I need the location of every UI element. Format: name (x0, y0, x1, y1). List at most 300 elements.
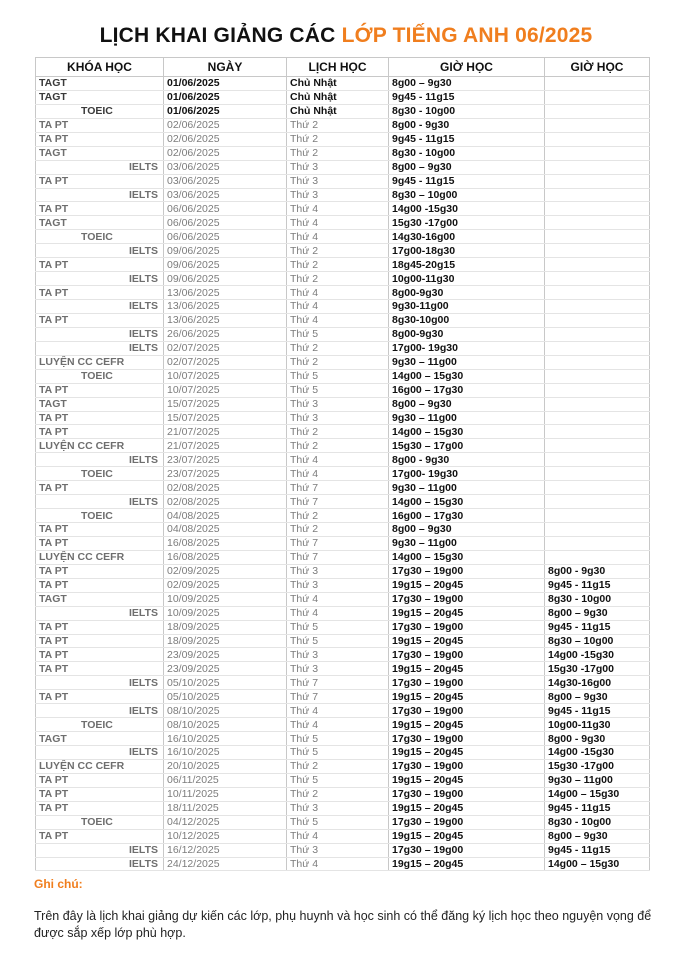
time-cell: 9g30 – 11g00 (389, 355, 545, 369)
table-row (36, 592, 650, 606)
time-cell: 14g30-16g00 (389, 230, 545, 244)
date-cell: 18/09/2025 (164, 620, 287, 634)
alt-time-cell: 8g00 - 9g30 (545, 732, 650, 746)
course-cell: IELTS (36, 160, 164, 174)
alt-time-cell (545, 104, 650, 118)
alt-time-cell (545, 258, 650, 272)
alt-time-cell (545, 383, 650, 397)
title-highlight: LỚP TIẾNG ANH 06/2025 (341, 24, 593, 47)
course-cell: TOEIC (36, 467, 164, 481)
date-cell: 03/06/2025 (164, 174, 287, 188)
alt-time-cell (545, 313, 650, 327)
time-cell: 17g30 – 19g00 (389, 787, 545, 801)
time-cell: 8g30 – 10g00 (389, 188, 545, 202)
table-row (36, 216, 650, 230)
day-cell: Thứ 4 (287, 202, 389, 216)
time-cell: 16g00 – 17g30 (389, 383, 545, 397)
table-row (36, 467, 650, 481)
time-cell: 19g15 – 20g45 (389, 857, 545, 871)
header-time: GIỜ HỌC (389, 58, 545, 77)
day-cell: Chủ Nhật (287, 104, 389, 118)
date-cell: 15/07/2025 (164, 397, 287, 411)
alt-time-cell: 9g45 - 11g15 (545, 620, 650, 634)
table-row (36, 564, 650, 578)
day-cell: Thứ 4 (287, 857, 389, 871)
alt-time-cell (545, 411, 650, 425)
time-cell: 17g30 – 19g00 (389, 592, 545, 606)
day-cell: Thứ 3 (287, 188, 389, 202)
time-cell: 17g30 – 19g00 (389, 564, 545, 578)
day-cell: Thứ 5 (287, 383, 389, 397)
alt-time-cell (545, 272, 650, 286)
time-cell: 9g30 – 11g00 (389, 536, 545, 550)
date-cell: 01/06/2025 (164, 104, 287, 118)
table-row (36, 258, 650, 272)
date-cell: 04/08/2025 (164, 523, 287, 537)
date-cell: 23/09/2025 (164, 648, 287, 662)
table-row (36, 634, 650, 648)
alt-time-cell (545, 341, 650, 355)
date-cell: 02/09/2025 (164, 578, 287, 592)
alt-time-cell: 14g00 -15g30 (545, 746, 650, 760)
time-cell: 14g00 – 15g30 (389, 369, 545, 383)
course-cell: TA PT (36, 564, 164, 578)
time-cell: 10g00-11g30 (389, 272, 545, 286)
date-cell: 06/06/2025 (164, 216, 287, 230)
table-header-row (36, 58, 650, 77)
day-cell: Thứ 4 (287, 216, 389, 230)
day-cell: Thứ 7 (287, 550, 389, 564)
table-row (36, 704, 650, 718)
course-cell: LUYỆN CC CEFR (36, 355, 164, 369)
day-cell: Thứ 5 (287, 620, 389, 634)
time-cell: 19g15 – 20g45 (389, 801, 545, 815)
date-cell: 20/10/2025 (164, 759, 287, 773)
alt-time-cell (545, 286, 650, 300)
alt-time-cell (545, 90, 650, 104)
time-cell: 9g45 - 11g15 (389, 132, 545, 146)
alt-time-cell: 8g30 - 10g00 (545, 592, 650, 606)
alt-time-cell (545, 160, 650, 174)
time-cell: 19g15 – 20g45 (389, 829, 545, 843)
alt-time-cell: 10g00-11g30 (545, 718, 650, 732)
date-cell: 02/07/2025 (164, 355, 287, 369)
table-row (36, 188, 650, 202)
time-cell: 15g30 -17g00 (389, 216, 545, 230)
course-cell: TOEIC (36, 230, 164, 244)
time-cell: 17g30 – 19g00 (389, 620, 545, 634)
time-cell: 19g15 – 20g45 (389, 634, 545, 648)
table-row (36, 815, 650, 829)
table-row (36, 648, 650, 662)
table-row (36, 759, 650, 773)
course-cell: TA PT (36, 648, 164, 662)
alt-time-cell (545, 146, 650, 160)
time-cell: 19g15 – 20g45 (389, 578, 545, 592)
day-cell: Thứ 3 (287, 411, 389, 425)
date-cell: 09/06/2025 (164, 258, 287, 272)
course-cell: IELTS (36, 272, 164, 286)
course-cell: IELTS (36, 704, 164, 718)
time-cell: 8g00 - 9g30 (389, 118, 545, 132)
table-row (36, 341, 650, 355)
time-cell: 14g00 – 15g30 (389, 495, 545, 509)
table-row (36, 662, 650, 676)
time-cell: 14g00 – 15g30 (389, 425, 545, 439)
date-cell: 01/06/2025 (164, 77, 287, 91)
alt-time-cell: 8g00 – 9g30 (545, 606, 650, 620)
date-cell: 02/09/2025 (164, 564, 287, 578)
time-cell: 19g15 – 20g45 (389, 662, 545, 676)
day-cell: Thứ 5 (287, 369, 389, 383)
time-cell: 17g30 – 19g00 (389, 648, 545, 662)
title-prefix: LỊCH KHAI GIẢNG CÁC (99, 24, 342, 47)
alt-time-cell: 15g30 -17g00 (545, 662, 650, 676)
date-cell: 05/10/2025 (164, 676, 287, 690)
alt-time-cell: 9g45 - 11g15 (545, 704, 650, 718)
day-cell: Thứ 2 (287, 146, 389, 160)
course-cell: TA PT (36, 286, 164, 300)
day-cell: Thứ 4 (287, 286, 389, 300)
time-cell: 19g15 – 20g45 (389, 690, 545, 704)
alt-time-cell (545, 118, 650, 132)
table-row (36, 244, 650, 258)
schedule-rows (36, 77, 650, 871)
date-cell: 24/12/2025 (164, 857, 287, 871)
day-cell: Thứ 4 (287, 230, 389, 244)
course-cell: TA PT (36, 481, 164, 495)
table-row (36, 578, 650, 592)
date-cell: 02/06/2025 (164, 132, 287, 146)
course-cell: TA PT (36, 132, 164, 146)
time-cell: 17g00- 19g30 (389, 467, 545, 481)
course-cell: TAGT (36, 77, 164, 91)
day-cell: Thứ 7 (287, 676, 389, 690)
course-cell: IELTS (36, 606, 164, 620)
day-cell: Thứ 7 (287, 690, 389, 704)
table-row (36, 383, 650, 397)
alt-time-cell (545, 327, 650, 341)
day-cell: Thứ 2 (287, 355, 389, 369)
date-cell: 06/11/2025 (164, 773, 287, 787)
date-cell: 10/12/2025 (164, 829, 287, 843)
date-cell: 02/07/2025 (164, 341, 287, 355)
table-row (36, 523, 650, 537)
date-cell: 13/06/2025 (164, 313, 287, 327)
table-row (36, 146, 650, 160)
date-cell: 16/10/2025 (164, 746, 287, 760)
page-title (0, 24, 692, 48)
day-cell: Thứ 3 (287, 174, 389, 188)
date-cell: 16/08/2025 (164, 550, 287, 564)
alt-time-cell: 9g45 - 11g15 (545, 843, 650, 857)
table-row (36, 160, 650, 174)
course-cell: TAGT (36, 216, 164, 230)
day-cell: Thứ 2 (287, 341, 389, 355)
day-cell: Chủ Nhật (287, 77, 389, 91)
alt-time-cell: 8g30 – 10g00 (545, 634, 650, 648)
alt-time-cell (545, 230, 650, 244)
alt-time-cell: 8g30 - 10g00 (545, 815, 650, 829)
date-cell: 06/06/2025 (164, 202, 287, 216)
time-cell: 18g45-20g15 (389, 258, 545, 272)
table-row (36, 272, 650, 286)
course-cell: TOEIC (36, 369, 164, 383)
day-cell: Thứ 4 (287, 829, 389, 843)
date-cell: 21/07/2025 (164, 439, 287, 453)
time-cell: 17g30 – 19g00 (389, 759, 545, 773)
note-label: Ghi chú: (34, 877, 83, 891)
day-cell: Thứ 4 (287, 704, 389, 718)
date-cell: 08/10/2025 (164, 718, 287, 732)
alt-time-cell: 15g30 -17g00 (545, 759, 650, 773)
course-cell: TA PT (36, 662, 164, 676)
time-cell: 9g45 - 11g15 (389, 90, 545, 104)
table-row (36, 718, 650, 732)
alt-time-cell (545, 425, 650, 439)
course-cell: TAGT (36, 146, 164, 160)
table-row (36, 174, 650, 188)
alt-time-cell (545, 439, 650, 453)
table-row (36, 132, 650, 146)
time-cell: 9g30 – 11g00 (389, 411, 545, 425)
table-row (36, 732, 650, 746)
alt-time-cell: 9g45 - 11g15 (545, 578, 650, 592)
alt-time-cell (545, 467, 650, 481)
day-cell: Thứ 2 (287, 509, 389, 523)
time-cell: 14g00 -15g30 (389, 202, 545, 216)
course-cell: LUYỆN CC CEFR (36, 550, 164, 564)
table-row (36, 397, 650, 411)
alt-time-cell: 8g00 – 9g30 (545, 690, 650, 704)
table-row (36, 481, 650, 495)
header-date: NGÀY (164, 58, 287, 77)
date-cell: 05/10/2025 (164, 690, 287, 704)
day-cell: Thứ 3 (287, 648, 389, 662)
date-cell: 23/07/2025 (164, 453, 287, 467)
note-text: Trên đây là lịch khai giảng dự kiến các lớp, phụ huynh và học sinh có thể đăng ký lịch học theo nguyện vọng để được sắp xếp lớp phù hợp. (34, 909, 652, 940)
alt-time-cell (545, 509, 650, 523)
time-cell: 17g30 – 19g00 (389, 843, 545, 857)
table-row (36, 425, 650, 439)
day-cell: Thứ 5 (287, 732, 389, 746)
table-row (36, 327, 650, 341)
day-cell: Thứ 2 (287, 132, 389, 146)
day-cell: Thứ 2 (287, 787, 389, 801)
day-cell: Thứ 4 (287, 606, 389, 620)
time-cell: 17g30 – 19g00 (389, 704, 545, 718)
table-row (36, 495, 650, 509)
course-cell: IELTS (36, 300, 164, 314)
table-row (36, 355, 650, 369)
time-cell: 19g15 – 20g45 (389, 746, 545, 760)
date-cell: 04/08/2025 (164, 509, 287, 523)
course-cell: TA PT (36, 425, 164, 439)
day-cell: Thứ 4 (287, 313, 389, 327)
alt-time-cell: 14g00 – 15g30 (545, 787, 650, 801)
alt-time-cell: 14g00 – 15g30 (545, 857, 650, 871)
alt-time-cell (545, 481, 650, 495)
day-cell: Thứ 7 (287, 495, 389, 509)
day-cell: Thứ 3 (287, 564, 389, 578)
date-cell: 02/08/2025 (164, 495, 287, 509)
date-cell: 10/07/2025 (164, 383, 287, 397)
alt-time-cell (545, 188, 650, 202)
time-cell: 8g00-9g30 (389, 327, 545, 341)
course-cell: TA PT (36, 829, 164, 843)
alt-time-cell (545, 495, 650, 509)
day-cell: Thứ 2 (287, 272, 389, 286)
date-cell: 02/06/2025 (164, 118, 287, 132)
date-cell: 06/06/2025 (164, 230, 287, 244)
table-row (36, 453, 650, 467)
time-cell: 17g30 – 19g00 (389, 732, 545, 746)
date-cell: 18/11/2025 (164, 801, 287, 815)
course-cell: TOEIC (36, 509, 164, 523)
date-cell: 15/07/2025 (164, 411, 287, 425)
course-cell: TOEIC (36, 104, 164, 118)
time-cell: 8g30-10g00 (389, 313, 545, 327)
time-cell: 19g15 – 20g45 (389, 773, 545, 787)
date-cell: 10/07/2025 (164, 369, 287, 383)
date-cell: 13/06/2025 (164, 300, 287, 314)
course-cell: TA PT (36, 578, 164, 592)
date-cell: 23/07/2025 (164, 467, 287, 481)
day-cell: Thứ 4 (287, 467, 389, 481)
table-row (36, 857, 650, 871)
day-cell: Thứ 2 (287, 118, 389, 132)
date-cell: 16/12/2025 (164, 843, 287, 857)
course-cell: IELTS (36, 857, 164, 871)
date-cell: 16/10/2025 (164, 732, 287, 746)
table-row (36, 300, 650, 314)
table-row (36, 90, 650, 104)
table-row (36, 286, 650, 300)
time-cell: 17g00- 19g30 (389, 341, 545, 355)
course-cell: IELTS (36, 188, 164, 202)
alt-time-cell (545, 132, 650, 146)
time-cell: 8g30 - 10g00 (389, 104, 545, 118)
time-cell: 8g00 – 9g30 (389, 160, 545, 174)
date-cell: 02/06/2025 (164, 146, 287, 160)
date-cell: 16/08/2025 (164, 536, 287, 550)
day-cell: Thứ 5 (287, 773, 389, 787)
table-row (36, 202, 650, 216)
course-cell: TA PT (36, 174, 164, 188)
time-cell: 9g30 – 11g00 (389, 481, 545, 495)
table-row (36, 439, 650, 453)
course-cell: TA PT (36, 202, 164, 216)
day-cell: Thứ 5 (287, 634, 389, 648)
course-cell: IELTS (36, 453, 164, 467)
header-schedule: LỊCH HỌC (287, 58, 389, 77)
day-cell: Thứ 2 (287, 244, 389, 258)
date-cell: 26/06/2025 (164, 327, 287, 341)
course-cell: IELTS (36, 746, 164, 760)
course-cell: TOEIC (36, 815, 164, 829)
date-cell: 08/10/2025 (164, 704, 287, 718)
time-cell: 19g15 – 20g45 (389, 718, 545, 732)
course-cell: IELTS (36, 495, 164, 509)
course-cell: TA PT (36, 634, 164, 648)
course-cell: TA PT (36, 118, 164, 132)
table-row (36, 746, 650, 760)
course-cell: LUYỆN CC CEFR (36, 759, 164, 773)
table-row (36, 536, 650, 550)
time-cell: 8g00 – 9g30 (389, 77, 545, 91)
alt-time-cell (545, 77, 650, 91)
course-cell: IELTS (36, 244, 164, 258)
day-cell: Thứ 3 (287, 843, 389, 857)
day-cell: Thứ 7 (287, 536, 389, 550)
time-cell: 17g30 – 19g00 (389, 815, 545, 829)
table-row (36, 550, 650, 564)
alt-time-cell: 14g30-16g00 (545, 676, 650, 690)
alt-time-cell (545, 453, 650, 467)
alt-time-cell (545, 216, 650, 230)
table-row (36, 411, 650, 425)
course-cell: TAGT (36, 732, 164, 746)
alt-time-cell (545, 397, 650, 411)
date-cell: 01/06/2025 (164, 90, 287, 104)
date-cell: 10/09/2025 (164, 606, 287, 620)
time-cell: 19g15 – 20g45 (389, 606, 545, 620)
day-cell: Thứ 2 (287, 523, 389, 537)
day-cell: Thứ 4 (287, 718, 389, 732)
alt-time-cell (545, 369, 650, 383)
time-cell: 8g00-9g30 (389, 286, 545, 300)
table-row (36, 606, 650, 620)
course-cell: TA PT (36, 787, 164, 801)
course-cell: TA PT (36, 258, 164, 272)
table-row (36, 690, 650, 704)
alt-time-cell (545, 300, 650, 314)
alt-time-cell (545, 244, 650, 258)
course-cell: TA PT (36, 620, 164, 634)
date-cell: 10/11/2025 (164, 787, 287, 801)
day-cell: Thứ 3 (287, 801, 389, 815)
alt-time-cell (545, 202, 650, 216)
day-cell: Thứ 2 (287, 258, 389, 272)
course-cell: TA PT (36, 411, 164, 425)
day-cell: Thứ 5 (287, 327, 389, 341)
time-cell: 17g00-18g30 (389, 244, 545, 258)
alt-time-cell (545, 355, 650, 369)
date-cell: 03/06/2025 (164, 160, 287, 174)
day-cell: Thứ 7 (287, 481, 389, 495)
date-cell: 03/06/2025 (164, 188, 287, 202)
day-cell: Thứ 4 (287, 453, 389, 467)
table-row (36, 118, 650, 132)
alt-time-cell (545, 550, 650, 564)
date-cell: 02/08/2025 (164, 481, 287, 495)
date-cell: 09/06/2025 (164, 244, 287, 258)
course-cell: IELTS (36, 676, 164, 690)
table-row (36, 620, 650, 634)
date-cell: 18/09/2025 (164, 634, 287, 648)
date-cell: 04/12/2025 (164, 815, 287, 829)
time-cell: 8g00 – 9g30 (389, 523, 545, 537)
day-cell: Thứ 5 (287, 815, 389, 829)
table-row (36, 77, 650, 91)
course-cell: TAGT (36, 397, 164, 411)
day-cell: Thứ 3 (287, 662, 389, 676)
day-cell: Thứ 4 (287, 592, 389, 606)
table-row (36, 843, 650, 857)
course-cell: TA PT (36, 690, 164, 704)
table-row (36, 509, 650, 523)
day-cell: Thứ 3 (287, 578, 389, 592)
